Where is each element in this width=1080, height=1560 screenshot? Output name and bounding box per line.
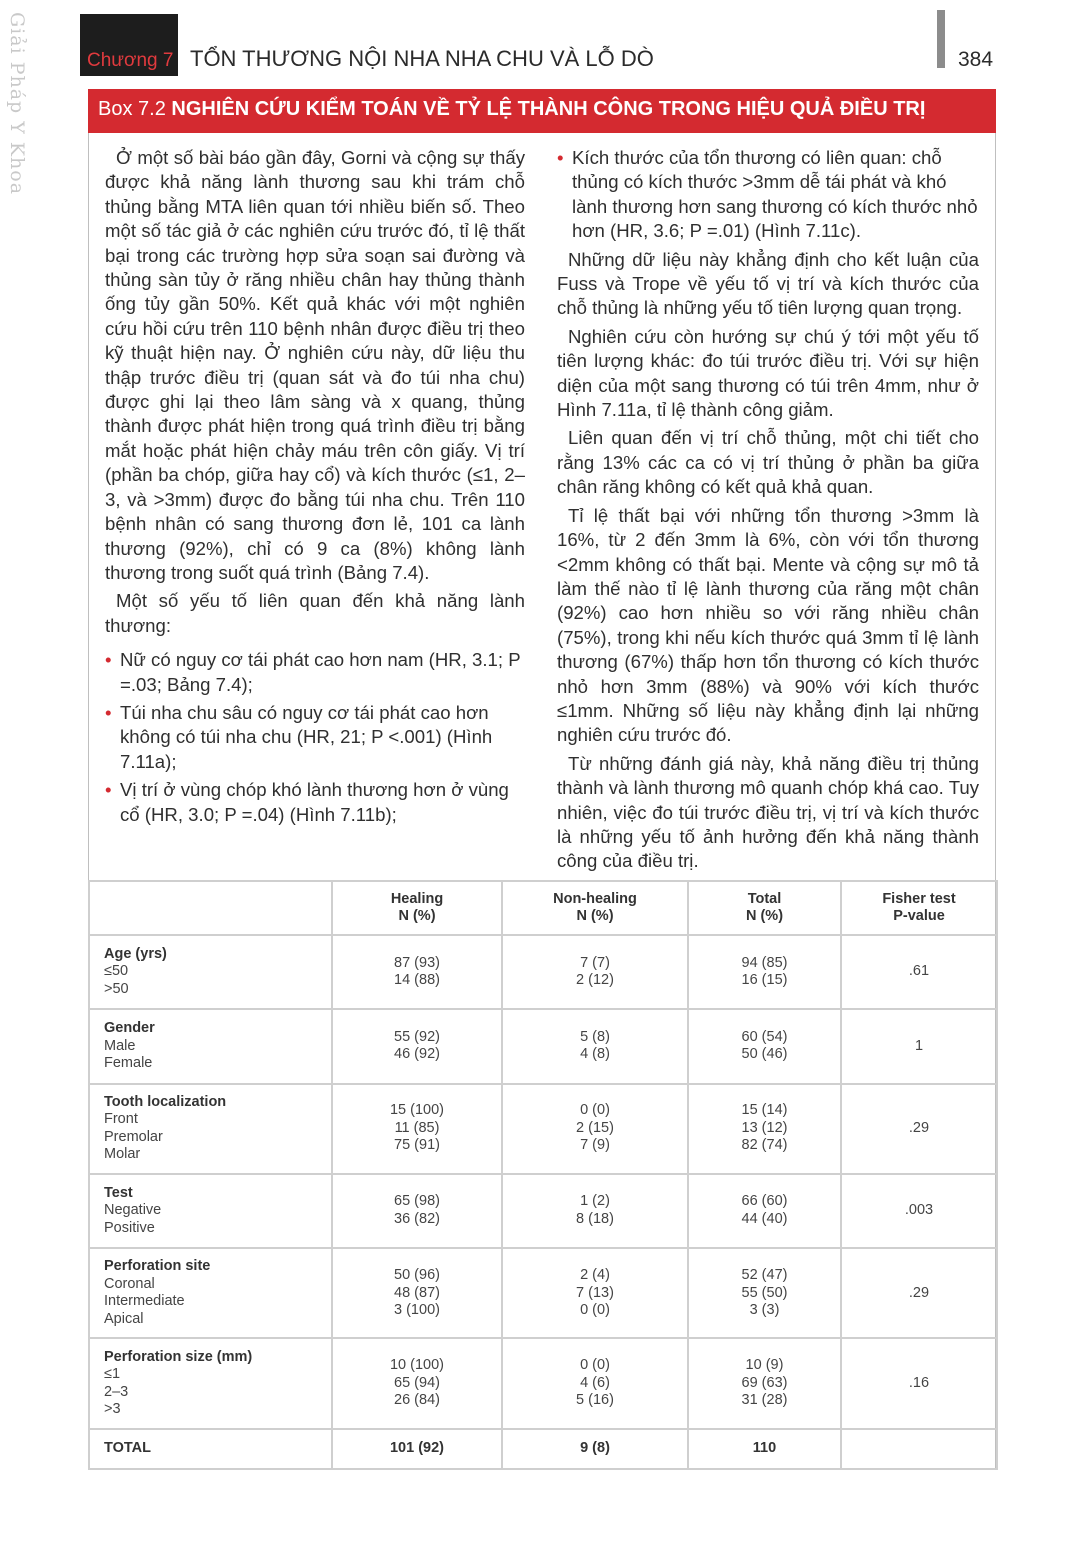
cell-value: 48 (87)	[394, 1284, 440, 1301]
cell-value: 50 (96)	[394, 1267, 440, 1284]
results-table	[88, 880, 998, 1470]
cell-value: 26 (84)	[394, 1392, 440, 1409]
list-item: • Túi nha chu sâu có nguy cơ tái phát cao hơn không có túi nha chu (HR, 21; P <.001) (Hình 7.11a);	[105, 701, 525, 774]
cell-value: 46 (92)	[394, 1046, 440, 1063]
cell-value: 16 (15)	[741, 972, 788, 989]
cell-value: 50 (46)	[741, 1046, 788, 1063]
chapter-label: Chương 7	[87, 50, 174, 71]
column-header: Total N (%)	[688, 881, 841, 935]
cell-value: 10 (9)	[745, 1357, 784, 1374]
total-cell	[688, 1174, 841, 1248]
table-row	[89, 1248, 997, 1338]
results-table-wrap	[88, 880, 996, 1470]
nonhealing-cell	[502, 1338, 688, 1428]
total-row	[89, 1429, 997, 1469]
cell-value: 69 (63)	[741, 1374, 788, 1391]
cell-value: 7 (7)	[580, 954, 610, 971]
nonhealing-cell	[502, 1248, 688, 1338]
cell-value: 10 (100)	[389, 1357, 444, 1374]
factor-list-continued	[557, 146, 979, 244]
cell-value: 65 (98)	[394, 1193, 440, 1210]
cell-value: 15 (14)	[741, 1102, 788, 1119]
healing-cell	[332, 1009, 502, 1083]
total-label: TOTAL	[89, 1429, 332, 1469]
table-body	[89, 935, 997, 1469]
p-value-cell: .29	[841, 1248, 997, 1338]
cell-value: 7 (9)	[580, 1137, 610, 1154]
cell-value: 31 (28)	[741, 1392, 788, 1409]
cell-value: 4 (8)	[580, 1046, 610, 1063]
healing-cell	[332, 1174, 502, 1248]
column-header: Fisher test P-value	[841, 881, 997, 935]
paragraph: Một số yếu tố liên quan đến khả năng lành thương:	[105, 590, 525, 636]
cell-value: 4 (6)	[580, 1374, 610, 1391]
paragraph: Ở một số bài báo gần đây, Gorni và cộng sự thấy được khả năng lành thương sau khi trám chỗ thủng bằng MTA liên quan tới nhiều biến số. Theo một số tác giả ở các nghiên cứu trước đó, tỉ lệ thất bại trong các trường hợp sửa soạn sai đường và thủng sàn tủy ở răng nhiều chân hay thủng thành ống tủy gần 50%. Kết quả khác với một nghiên cứu hồi cứu trên 110 bệnh nhân được điều trị theo kỹ thuật hiện nay. Ở nghiên cứu này, dữ liệu thu thập trước điều trị (quan sát và đo túi nha chu) được ghi lại theo lâm sàng và x quang, thủng thành được phát hiện trong quá trình điều trị bằng mắt hoặc phát hiện chảy máu trên côn giấy. Vị trí (phần ba chóp, giữa hay cổ) và kích thước (≤1, 2–3, và >3mm) được đo bằng túi nha chu. Trên 110 bệnh nhân có sang thương đơn lẻ, 101 ca lành thương (92%), chỉ có 9 ca (8%) không lành thương trong suốt quá trình (Bảng 7.4).	[105, 147, 525, 583]
chapter-title: TỔN THƯƠNG NỘI NHA NHA CHU VÀ LỖ DÒ	[190, 46, 654, 71]
p-value-cell: 1	[841, 1009, 997, 1083]
cell-value: 60 (54)	[741, 1028, 788, 1045]
page-number: 384	[958, 48, 994, 71]
variable-level: Coronal	[104, 1275, 155, 1292]
table-row	[89, 1084, 997, 1174]
right-column	[557, 146, 979, 878]
cell-value: 8 (18)	[576, 1210, 614, 1227]
variable-level: Molar	[104, 1146, 141, 1163]
total-cell	[688, 1009, 841, 1083]
side-watermark: Giải Pháp Y Khoa	[6, 12, 28, 196]
cell-value: 82 (74)	[741, 1137, 788, 1154]
left-column	[105, 146, 525, 831]
variable-level: >3	[104, 1401, 121, 1418]
variable-title: Gender	[104, 1020, 155, 1037]
cell-value: 0 (0)	[580, 1357, 610, 1374]
variable-level: Front	[104, 1111, 138, 1128]
nonhealing-cell	[502, 1174, 688, 1248]
variable-level: ≤50	[104, 963, 129, 980]
cell-value: 87 (93)	[394, 954, 440, 971]
total-total: 110	[688, 1429, 841, 1469]
cell-value: 94 (85)	[741, 954, 788, 971]
table-row	[89, 1009, 997, 1083]
cell-value: 65 (94)	[394, 1374, 440, 1391]
table-row	[89, 935, 997, 1009]
paragraph: Tỉ lệ thất bại với những tổn thương >3mm là 16%, từ 2 đến 3mm là 6%, còn với tổn thương <2mm không có thất bại. Mente và cộng sự mô tả làm thế nào tỉ lệ lành thương của răng một chân (92%) cao hơn nhiều so với răng nhiều chân (75%), trong khi nếu kích thước quá 3mm tỉ lệ lành thương (67%) thấp hơn tổn thương có kích thước nhỏ hơn 3mm (88%) và 90% với kích thước ≤1mm. Những số liệu này khẳng định lại những nghiên cứu trước đó.	[557, 504, 979, 746]
variable-level: 2–3	[104, 1383, 129, 1400]
variable-title: Age (yrs)	[104, 945, 167, 962]
column-header	[89, 881, 332, 935]
cell-value: 52 (47)	[741, 1267, 788, 1284]
cell-value: 3 (100)	[394, 1302, 440, 1319]
cell-value: 7 (13)	[576, 1284, 614, 1301]
p-value-cell: .003	[841, 1174, 997, 1248]
table-row	[89, 1338, 997, 1428]
cell-value: 14 (88)	[394, 972, 440, 989]
variable-cell	[89, 1248, 332, 1338]
total-cell	[688, 1338, 841, 1428]
paragraph: Nghiên cứu còn hướng sự chú ý tới một yếu tố tiên lượng khác: đo túi trước điều trị. Với sự hiện diện của một sang thương có túi trên 4mm, như ở Hình 7.11a, tỉ lệ thành công giảm.	[557, 325, 979, 421]
healing-cell	[332, 1248, 502, 1338]
paragraph: Liên quan đến vị trí chỗ thủng, một chi tiết cho rằng 13% các ca có vị trí thủng ở phần ba giữa chân răng không có kết quả khả quan.	[557, 427, 979, 498]
variable-level: Positive	[104, 1219, 155, 1236]
variable-title: Perforation size (mm)	[104, 1348, 253, 1365]
healing-cell	[332, 1338, 502, 1428]
list-item: • Nữ có nguy cơ tái phát cao hơn nam (HR, 3.1; P =.03; Bảng 7.4);	[105, 648, 525, 697]
variable-cell	[89, 1009, 332, 1083]
variable-cell	[89, 1084, 332, 1174]
cell-value: 55 (92)	[394, 1028, 440, 1045]
total-cell	[688, 935, 841, 1009]
cell-value: 75 (91)	[394, 1137, 440, 1154]
column-header: Healing N (%)	[332, 881, 502, 935]
variable-level: Apical	[104, 1310, 144, 1327]
factor-list	[105, 648, 525, 827]
box-title: NGHIÊN CỨU KIỂM TOÁN VỀ TỶ LỆ THÀNH CÔNG TRONG HIỆU QUẢ ĐIỀU TRỊ	[171, 98, 926, 120]
nonhealing-cell	[502, 935, 688, 1009]
header-divider	[937, 10, 945, 68]
variable-title: Test	[104, 1184, 133, 1201]
healing-cell	[332, 1084, 502, 1174]
variable-level: Male	[104, 1037, 136, 1054]
cell-value: 3 (3)	[749, 1302, 780, 1319]
cell-value: 5 (8)	[580, 1028, 610, 1045]
cell-value: 2 (15)	[576, 1119, 614, 1136]
box-header	[88, 89, 996, 133]
cell-value: 11 (85)	[394, 1119, 440, 1136]
paragraph: Từ những đánh giá này, khả năng điều trị thủng thành và lành thương mô quanh chóp khá cao. Tuy nhiên, việc đo túi trước điều trị, vị trí và kích thước là những yếu tố ảnh hưởng đến khả năng thành công của điều trị.	[557, 752, 979, 872]
list-item: • Vị trí ở vùng chóp khó lành thương hơn ở vùng cổ (HR, 3.0; P =.04) (Hình 7.11b);	[105, 778, 525, 827]
cell-value: 66 (60)	[741, 1193, 788, 1210]
healing-cell	[332, 935, 502, 1009]
variable-cell	[89, 1174, 332, 1248]
cell-value: 55 (50)	[741, 1284, 788, 1301]
p-value-cell: .16	[841, 1338, 997, 1428]
variable-level: >50	[104, 980, 129, 997]
cell-value: 2 (12)	[576, 972, 614, 989]
variable-level: Female	[104, 1055, 153, 1072]
cell-value: 2 (4)	[580, 1267, 610, 1284]
cell-value: 36 (82)	[394, 1210, 440, 1227]
cell-value: 13 (12)	[741, 1119, 788, 1136]
box-label: Box 7.2	[98, 98, 166, 120]
cell-value: 0 (0)	[580, 1102, 610, 1119]
total-healing: 101 (92)	[332, 1429, 502, 1469]
variable-cell	[89, 935, 332, 1009]
column-header: Non-healing N (%)	[502, 881, 688, 935]
cell-value: 5 (16)	[576, 1392, 614, 1409]
total-nonhealing: 9 (8)	[502, 1429, 688, 1469]
paragraph: Những dữ liệu này khẳng định cho kết luận của Fuss và Trope về yếu tố vị trí và kích thước của chỗ thủng là những yếu tố tiên lượng quan trọng.	[557, 248, 979, 319]
total-cell	[688, 1248, 841, 1338]
variable-cell	[89, 1338, 332, 1428]
table-row	[89, 1174, 997, 1248]
variable-title: Tooth localization	[104, 1093, 227, 1110]
list-item: • Kích thước của tổn thương có liên quan: chỗ thủng có kích thước >3mm dễ tái phát và khó lành thương hơn sang thương có kích thước nhỏ hơn (HR, 3.6; P =.01) (Hình 7.11c).	[557, 146, 979, 244]
variable-title: Perforation site	[104, 1258, 211, 1275]
cell-value: 1 (2)	[580, 1193, 610, 1210]
total-cell	[688, 1084, 841, 1174]
cell-value: 44 (40)	[741, 1210, 788, 1227]
cell-value: 0 (0)	[580, 1302, 610, 1319]
total-p-value	[841, 1429, 997, 1469]
p-value-cell: .61	[841, 935, 997, 1009]
variable-level: Premolar	[104, 1128, 163, 1145]
variable-level: Negative	[104, 1202, 162, 1219]
p-value-cell: .29	[841, 1084, 997, 1174]
nonhealing-cell	[502, 1084, 688, 1174]
variable-level: Intermediate	[104, 1293, 185, 1310]
nonhealing-cell	[502, 1009, 688, 1083]
table-header-row	[89, 881, 997, 935]
variable-level: ≤1	[104, 1366, 121, 1383]
cell-value: 15 (100)	[389, 1102, 444, 1119]
